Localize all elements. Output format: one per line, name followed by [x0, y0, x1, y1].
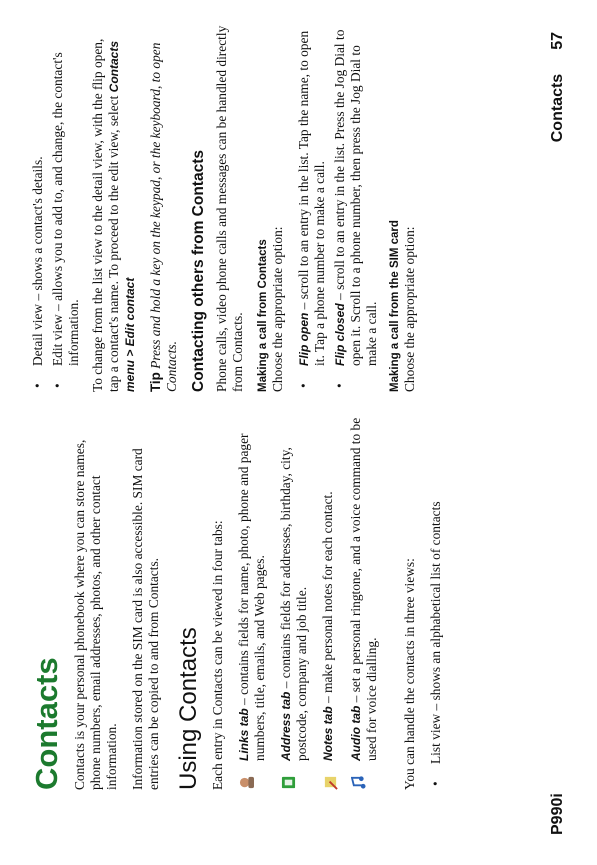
page-title: Contacts	[29, 657, 64, 790]
views-list-continued	[30, 20, 82, 392]
edit-contact-menu-path: Contacts menu > Edit contact	[107, 40, 137, 392]
notes-tab-desc: – make personal notes for each contact.	[320, 491, 335, 707]
left-column	[30, 415, 452, 790]
notes-pencil-icon	[323, 775, 338, 790]
change-view-paragraph	[90, 20, 138, 392]
contacting-heading: Contacting others from Contacts	[190, 150, 207, 392]
tab-entry-address	[278, 415, 310, 790]
tip-text: Press and hold a key on the keypad, or the keyboard, to open Contacts.	[148, 42, 179, 392]
address-tab-name: Address tab	[279, 691, 293, 761]
tip-paragraph	[148, 20, 180, 392]
change-view-text: To change from the list view to the detail view, with the flip open, tap a contact's name. To proceed to the edit view, select	[90, 38, 121, 392]
option-flip-open: • Flip open – scroll to an entry in the list. Tap the name, to open it. Tap a phone number to make a call.	[296, 30, 327, 388]
audio-tab-desc: – set a personal ringtone, and a voice command to be used for voice dialling.	[348, 417, 379, 761]
address-book-icon	[281, 775, 296, 790]
tip-label: Tip	[148, 372, 163, 392]
notes-tab-name: Notes tab	[321, 706, 335, 761]
audio-note-icon	[351, 775, 366, 790]
flip-closed-desc: – scroll to an entry in the list. Press the Jog Dial to open it. Scroll to a phone number, then press the Jog Dial to make a call.	[332, 29, 379, 366]
tabs-intro: Each entry in Contacts can be viewed in four tabs:	[210, 520, 225, 790]
footer-section: Contacts	[549, 73, 566, 143]
view-item-detail: • Detail view – shows a contact's details.	[30, 156, 45, 388]
intro-paragraph-1: Contacts is your personal phonebook where you can store names, phone numbers, email addresses, photos, and other contact information.	[72, 439, 119, 790]
sim-call-heading: Making a call from the SIM card	[389, 220, 401, 392]
flip-closed-label: Flip closed	[333, 303, 347, 366]
address-tab-desc: – contains fields for addresses, birthday, city, postcode, company and job title.	[278, 447, 309, 761]
making-call-intro: Choose the appropriate option:	[270, 226, 285, 392]
call-options-list	[296, 20, 380, 392]
sim-call-intro: Choose the appropriate option:	[402, 226, 417, 392]
links-tab-name: Links tab	[237, 708, 251, 761]
intro-paragraph-2: Information stored on the SIM card is also accessible. SIM card entries can be copied to and from Contacts.	[130, 448, 161, 790]
view-item-detail-text: Detail view – shows a contact's details.	[30, 156, 45, 366]
footer-model: P990i	[549, 793, 566, 835]
footer-section-page	[549, 32, 567, 166]
view-item-edit: • Edit view – allows you to add to, and change, the contact's information.	[50, 52, 81, 388]
tab-entry-audio	[348, 415, 380, 790]
making-call-heading: Making a call from Contacts	[257, 239, 269, 392]
view-item-list-text: List view – shows an alphabetical list of contacts	[428, 501, 443, 764]
contacting-paragraph: Phone calls, video phone calls and messages can be handled directly from Contacts.	[214, 25, 245, 392]
views-list	[428, 415, 444, 790]
option-flip-closed: • Flip closed – scroll to an entry in the list. Press the Jog Dial to open it. Scroll to a phone number, then press the Jog Dial to make a call.	[332, 29, 379, 388]
tab-entry-notes	[320, 415, 338, 790]
links-person-icon	[239, 775, 254, 790]
right-column	[30, 20, 428, 392]
page-number: 57	[549, 32, 566, 50]
tab-entry-links	[236, 415, 268, 790]
links-tab-desc: – contains fields for name, photo, phone and pager numbers, title, emails, and Web pages.	[236, 433, 267, 761]
views-intro: You can handle the contacts in three views:	[402, 558, 417, 790]
flip-open-desc: – scroll to an entry in the list. Tap the name, to open it. Tap a phone number to make a call.	[296, 30, 327, 366]
audio-tab-name: Audio tab	[349, 705, 363, 761]
using-contacts-heading: Using Contacts	[175, 627, 202, 790]
flip-open-label: Flip open	[297, 312, 311, 366]
view-item-edit-text: Edit view – allows you to add to, and change, the contact's information.	[50, 52, 81, 366]
view-item-list: • List view – shows an alphabetical list of contacts	[428, 501, 443, 786]
